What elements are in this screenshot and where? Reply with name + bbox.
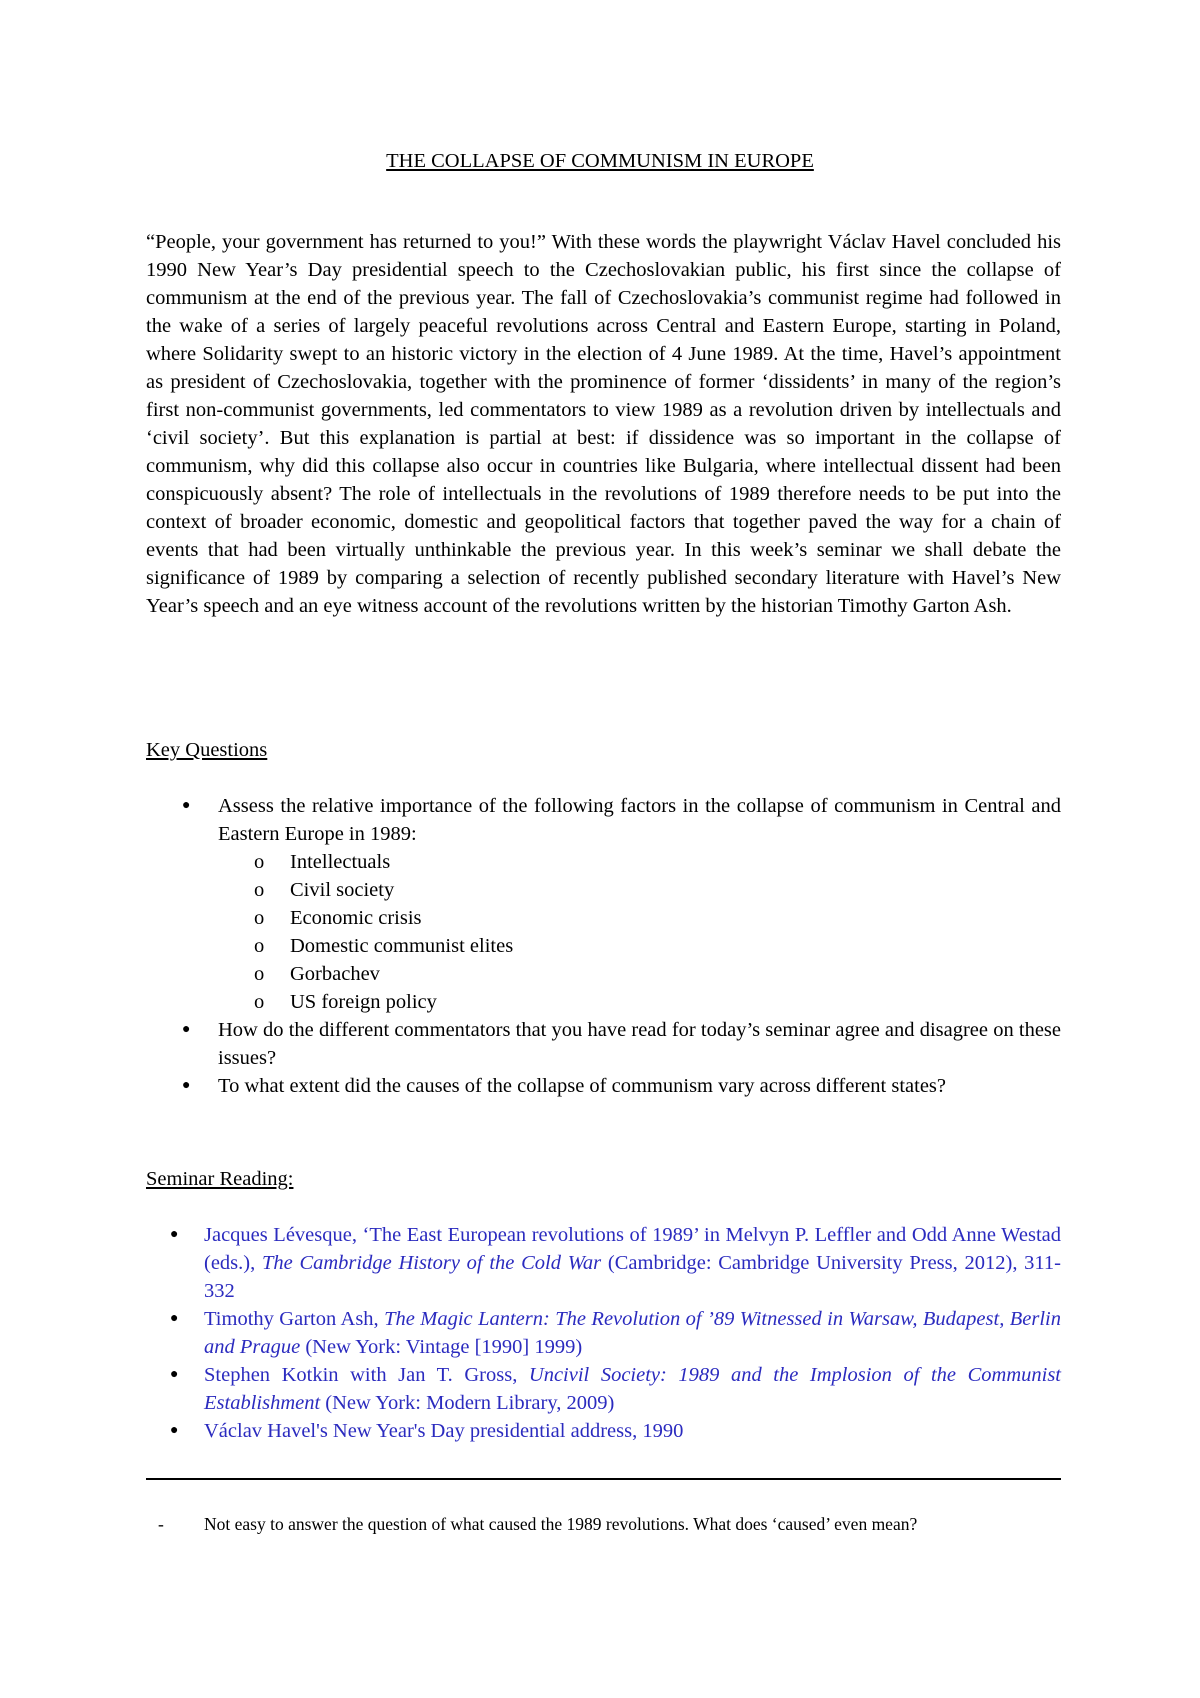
reading-author[interactable]: Timothy Garton Ash, <box>204 1308 385 1330</box>
factor-item <box>218 848 1061 876</box>
reading-publication[interactable]: (New York: Modern Library, 2009) <box>320 1392 615 1414</box>
factor-text: US foreign policy <box>290 991 437 1013</box>
horizontal-divider <box>146 1478 1061 1480</box>
key-questions-list <box>146 792 1061 1100</box>
question-item <box>146 1016 1061 1072</box>
reading-item[interactable] <box>146 1417 1061 1445</box>
intro-paragraph: “People, your government has returned to you!” With these words the playwright Václav Havel concluded his 1990 New Year’s Day presidential speech to the Czechoslovakian public, his first since the collapse of communism at the end of the previous year. The fall of Czechoslovakia’s communist regime had followed in the wake of a series of largely peaceful revolutions across Central and Eastern Europe, starting in Poland, where Solidarity swept to an historic victory in the election of 4 June 1989. At the time, Havel’s appointment as president of Czechoslovakia, together with the prominence of former ‘dissidents’ in many of the region’s first non-communist governments, led commentators to view 1989 as a revolution driven by intellectuals and ‘civil society’. But this explanation is partial at best: if dissidence was so important in the collapse of communism, why did this collapse also occur in countries like Bulgaria, where intellectual dissent had been conspicuously absent? The role of intellectuals in the revolutions of 1989 therefore needs to be put into the context of broader economic, domestic and geopolitical factors that together paved the way for a chain of events that had been virtually unthinkable the previous year. In this week’s seminar we shall debate the significance of 1989 by comparing a selection of recently published secondary literature with Havel’s New Year’s speech and an eye witness account of the revolutions written by the historian Timothy Garton Ash. <box>146 231 1061 617</box>
reading-publication[interactable]: (New York: Vintage [1990] 1999) <box>300 1336 583 1358</box>
reading-title[interactable]: The Cambridge History of the Cold War <box>261 1252 602 1274</box>
reading-publication[interactable]: (Cambridge: Cambridge University Press, 2012), 311-332 <box>204 1252 1061 1302</box>
reading-list <box>146 1221 1061 1445</box>
question-text: To what extent did the causes of the collapse of communism vary across different states? <box>218 1075 946 1097</box>
bullet-icon: ● <box>170 1423 179 1438</box>
key-questions-heading: Key Questions <box>146 739 268 761</box>
question-item <box>146 1072 1061 1100</box>
bullet-icon: ● <box>182 1078 191 1093</box>
bullet-icon: ● <box>170 1367 179 1382</box>
factor-text: Economic crisis <box>290 907 422 929</box>
reading-author[interactable]: Jacques Lévesque, ‘The East European revolutions of 1989’ in Melvyn P. Leffler and Odd Anne Westad (eds.), <box>204 1224 1061 1274</box>
reading-item[interactable] <box>146 1221 1061 1305</box>
question-item <box>146 792 1061 1016</box>
circle-bullet-icon: o <box>254 879 265 901</box>
bullet-icon: ● <box>170 1227 179 1242</box>
bullet-icon: ● <box>170 1311 179 1326</box>
reading-author[interactable]: Stephen Kotkin with Jan T. Gross, <box>204 1364 529 1386</box>
factor-text: Civil society <box>290 879 395 901</box>
circle-bullet-icon: o <box>254 851 265 873</box>
seminar-reading-heading: Seminar Reading: <box>146 1168 294 1190</box>
factor-item <box>218 988 1061 1016</box>
footnote <box>146 1512 1061 1536</box>
factor-item <box>218 932 1061 960</box>
dash-bullet-icon: - <box>158 1514 164 1534</box>
factors-list <box>218 848 1061 1016</box>
reading-author[interactable]: Václav Havel's New Year's Day presidential address, 1990 <box>204 1420 684 1442</box>
reading-item[interactable] <box>146 1305 1061 1361</box>
factor-text: Gorbachev <box>290 963 380 985</box>
bullet-icon: ● <box>182 798 191 813</box>
factor-item <box>218 960 1061 988</box>
factor-item <box>218 876 1061 904</box>
circle-bullet-icon: o <box>254 991 265 1013</box>
document-title: THE COLLAPSE OF COMMUNISM IN EUROPE <box>386 150 814 172</box>
question-text: Assess the relative importance of the following factors in the collapse of communism in Central and Eastern Europe in 1989: <box>218 795 1061 845</box>
factor-text: Domestic communist elites <box>290 935 514 957</box>
circle-bullet-icon: o <box>254 963 265 985</box>
circle-bullet-icon: o <box>254 907 265 929</box>
circle-bullet-icon: o <box>254 935 265 957</box>
bullet-icon: ● <box>182 1022 191 1037</box>
factor-item <box>218 904 1061 932</box>
reading-title[interactable]: The Magic Lantern: The Revolution of ’89 Witnessed in Warsaw, Budapest, Berlin and Prague <box>204 1308 1061 1358</box>
question-text: How do the different commentators that you have read for today’s seminar agree and disagree on these issues? <box>218 1019 1061 1069</box>
factor-text: Intellectuals <box>290 851 391 873</box>
reading-item[interactable] <box>146 1361 1061 1417</box>
reading-title[interactable]: Uncivil Society: 1989 and the Implosion of the Communist Establishment <box>204 1364 1061 1414</box>
footnote-text: Not easy to answer the question of what caused the 1989 revolutions. What does ‘caused’ even mean? <box>204 1514 918 1534</box>
